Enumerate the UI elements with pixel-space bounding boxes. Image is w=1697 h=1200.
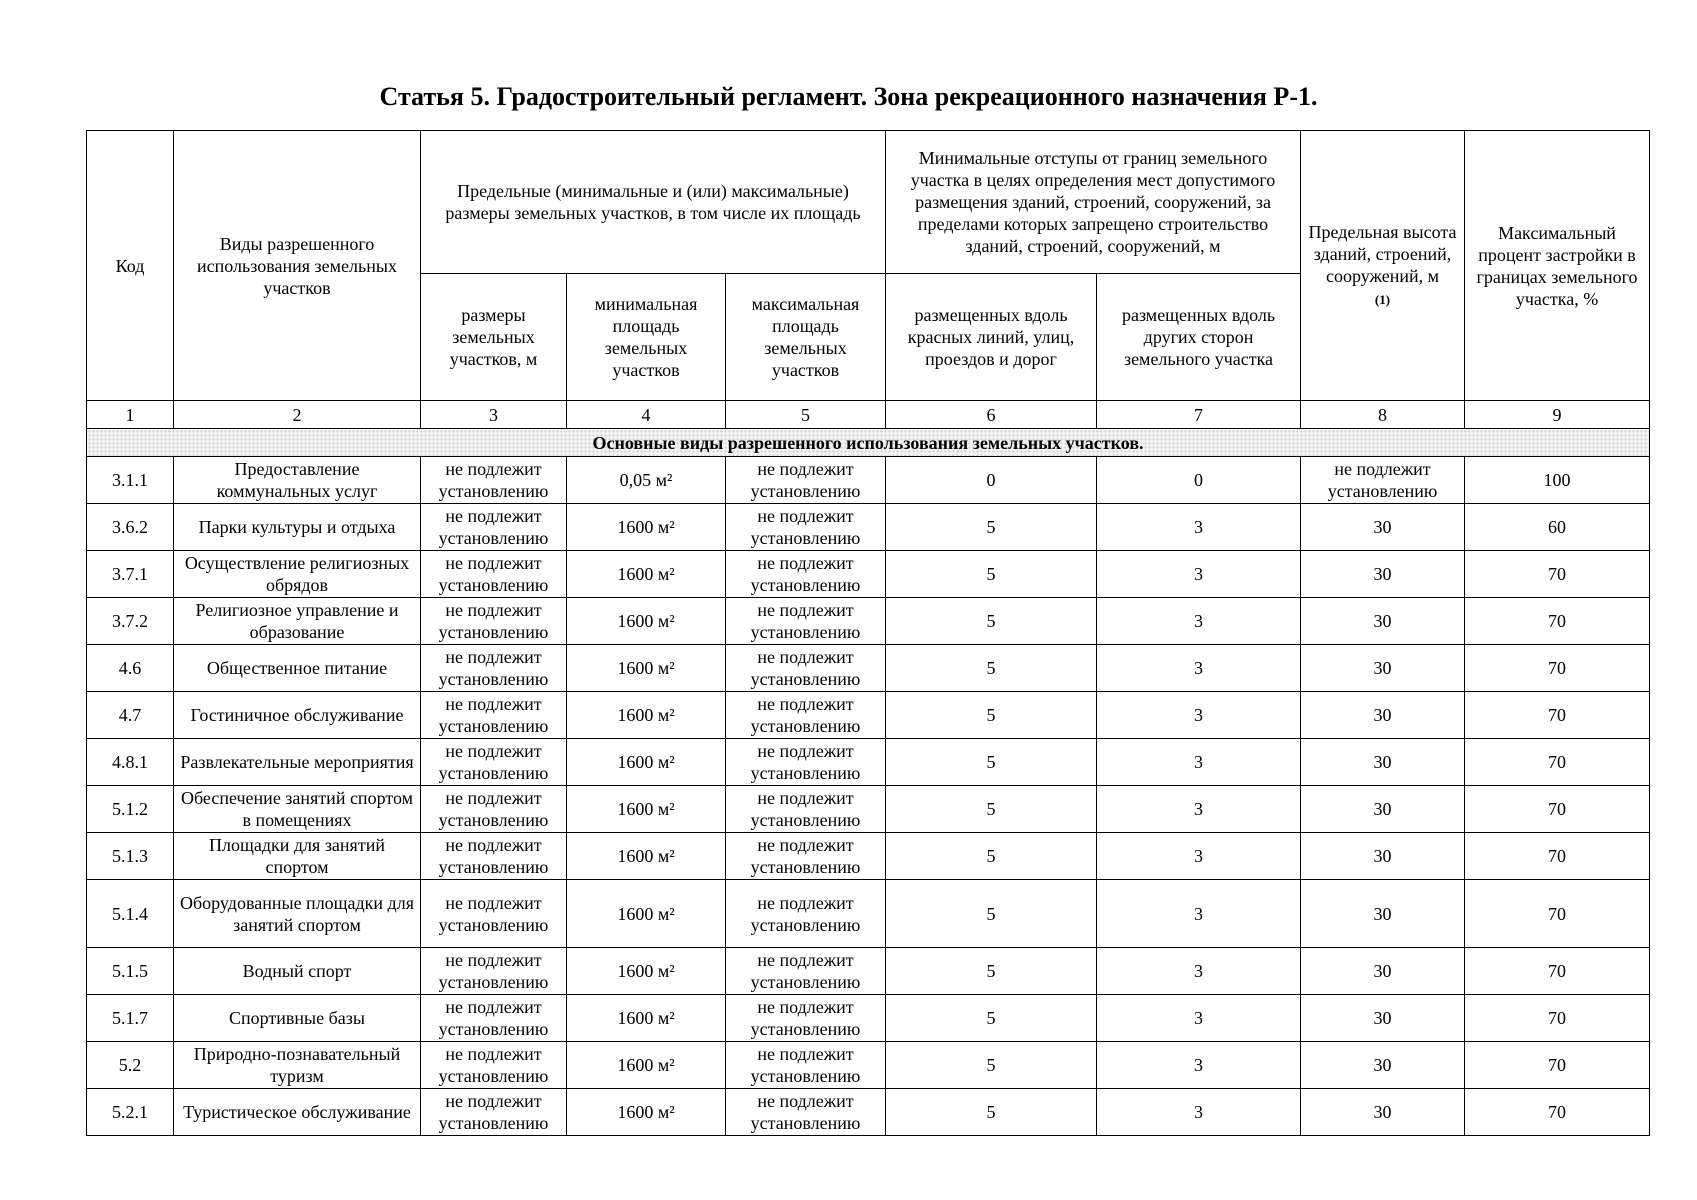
row-code: 5.1.2 xyxy=(87,786,174,833)
row-height: не подлежит установлению xyxy=(1301,457,1465,504)
header-kind: Виды разрешенного использования земельных участков xyxy=(174,131,421,401)
row-min-area: 1600 м² xyxy=(567,551,726,598)
row-percent: 70 xyxy=(1465,551,1650,598)
regulation-table xyxy=(86,130,1650,1136)
row-size: не подлежит установлению xyxy=(421,786,567,833)
row-size: не подлежит установлению xyxy=(421,504,567,551)
row-setback-red: 5 xyxy=(886,739,1097,786)
row-setback-red: 5 xyxy=(886,1089,1097,1136)
row-height: 30 xyxy=(1301,551,1465,598)
row-setback-red: 0 xyxy=(886,457,1097,504)
row-min-area: 1600 м² xyxy=(567,598,726,645)
row-max-area: не подлежит установлению xyxy=(726,457,886,504)
row-setback-red: 5 xyxy=(886,948,1097,995)
row-max-area: не подлежит установлению xyxy=(726,1042,886,1089)
row-max-area: не подлежит установлению xyxy=(726,995,886,1042)
header-setback-red: размещенных вдоль красных линий, улиц, проездов и дорог xyxy=(886,274,1097,401)
row-height: 30 xyxy=(1301,504,1465,551)
row-percent: 70 xyxy=(1465,645,1650,692)
row-size: не подлежит установлению xyxy=(421,551,567,598)
row-setback-red: 5 xyxy=(886,1042,1097,1089)
row-code: 5.1.7 xyxy=(87,995,174,1042)
row-code: 5.1.4 xyxy=(87,880,174,948)
row-name: Осуществление религиозных обрядов xyxy=(174,551,421,598)
row-min-area: 1600 м² xyxy=(567,1089,726,1136)
row-name: Оборудованные площадки для занятий спортом xyxy=(174,880,421,948)
row-setback-other: 3 xyxy=(1097,739,1301,786)
table-body xyxy=(87,457,1650,1136)
row-height: 30 xyxy=(1301,880,1465,948)
row-code: 4.8.1 xyxy=(87,739,174,786)
row-name: Развлекательные мероприятия xyxy=(174,739,421,786)
row-setback-other: 3 xyxy=(1097,1042,1301,1089)
row-setback-other: 3 xyxy=(1097,1089,1301,1136)
table-row xyxy=(87,739,1650,786)
row-code: 4.6 xyxy=(87,645,174,692)
row-setback-red: 5 xyxy=(886,833,1097,880)
column-number: 2 xyxy=(174,401,421,429)
row-name: Водный спорт xyxy=(174,948,421,995)
table-row xyxy=(87,504,1650,551)
header-height-note: (1) xyxy=(1374,291,1391,307)
row-size: не подлежит установлению xyxy=(421,739,567,786)
row-max-area: не подлежит установлению xyxy=(726,786,886,833)
row-setback-other: 3 xyxy=(1097,598,1301,645)
row-setback-other: 3 xyxy=(1097,645,1301,692)
row-height: 30 xyxy=(1301,995,1465,1042)
row-setback-red: 5 xyxy=(886,880,1097,948)
row-height: 30 xyxy=(1301,833,1465,880)
row-max-area: не подлежит установлению xyxy=(726,948,886,995)
row-height: 30 xyxy=(1301,692,1465,739)
header-sizes: размеры земельных участков, м xyxy=(421,274,567,401)
row-height: 30 xyxy=(1301,1089,1465,1136)
row-min-area: 0,05 м² xyxy=(567,457,726,504)
row-name: Религиозное управление и образование xyxy=(174,598,421,645)
header-limits: Предельные (минимальные и (или) максимальные) размеры земельных участков, в том числе их площадь xyxy=(421,131,886,274)
header-min-area: минимальная площадь земельных участков xyxy=(567,274,726,401)
column-number: 9 xyxy=(1465,401,1650,429)
section-title: Основные виды разрешенного использования земельных участков. xyxy=(87,429,1650,457)
row-max-area: не подлежит установлению xyxy=(726,833,886,880)
row-min-area: 1600 м² xyxy=(567,1042,726,1089)
row-code: 3.1.1 xyxy=(87,457,174,504)
row-setback-other: 3 xyxy=(1097,833,1301,880)
row-percent: 70 xyxy=(1465,739,1650,786)
row-min-area: 1600 м² xyxy=(567,692,726,739)
row-max-area: не подлежит установлению xyxy=(726,504,886,551)
section-row xyxy=(87,429,1650,457)
column-number: 8 xyxy=(1301,401,1465,429)
row-setback-other: 3 xyxy=(1097,692,1301,739)
column-number: 1 xyxy=(87,401,174,429)
row-percent: 70 xyxy=(1465,995,1650,1042)
row-min-area: 1600 м² xyxy=(567,833,726,880)
column-number: 4 xyxy=(567,401,726,429)
table-row xyxy=(87,948,1650,995)
row-setback-red: 5 xyxy=(886,598,1097,645)
row-name: Предоставление коммунальных услуг xyxy=(174,457,421,504)
row-min-area: 1600 м² xyxy=(567,880,726,948)
row-percent: 70 xyxy=(1465,880,1650,948)
row-code: 4.7 xyxy=(87,692,174,739)
row-percent: 70 xyxy=(1465,1089,1650,1136)
row-setback-red: 5 xyxy=(886,551,1097,598)
page-title: Статья 5. Градостроительный регламент. Зона рекреационного назначения Р-1. xyxy=(379,82,1318,111)
column-number: 7 xyxy=(1097,401,1301,429)
row-max-area: не подлежит установлению xyxy=(726,645,886,692)
header-code: Код xyxy=(87,131,174,401)
table-row xyxy=(87,1089,1650,1136)
table-row xyxy=(87,880,1650,948)
table-row xyxy=(87,598,1650,645)
row-setback-red: 5 xyxy=(886,645,1097,692)
row-percent: 60 xyxy=(1465,504,1650,551)
header-percent: Максимальный процент застройки в границах земельного участка, % xyxy=(1465,131,1650,401)
table-row xyxy=(87,457,1650,504)
row-size: не подлежит установлению xyxy=(421,645,567,692)
row-setback-other: 3 xyxy=(1097,504,1301,551)
row-name: Обеспечение занятий спортом в помещениях xyxy=(174,786,421,833)
row-code: 3.7.2 xyxy=(87,598,174,645)
row-code: 3.6.2 xyxy=(87,504,174,551)
row-percent: 100 xyxy=(1465,457,1650,504)
row-percent: 70 xyxy=(1465,1042,1650,1089)
row-size: не подлежит установлению xyxy=(421,692,567,739)
column-number: 6 xyxy=(886,401,1097,429)
row-min-area: 1600 м² xyxy=(567,995,726,1042)
row-setback-red: 5 xyxy=(886,692,1097,739)
row-max-area: не подлежит установлению xyxy=(726,692,886,739)
header-height-text: Предельная высота зданий, строений, сооружений, м xyxy=(1308,221,1457,286)
table-row xyxy=(87,1042,1650,1089)
row-min-area: 1600 м² xyxy=(567,948,726,995)
table-row xyxy=(87,786,1650,833)
row-size: не подлежит установлению xyxy=(421,1042,567,1089)
row-setback-red: 5 xyxy=(886,995,1097,1042)
row-percent: 70 xyxy=(1465,786,1650,833)
row-setback-other: 3 xyxy=(1097,786,1301,833)
table-row xyxy=(87,995,1650,1042)
row-max-area: не подлежит установлению xyxy=(726,598,886,645)
row-name: Туристическое обслуживание xyxy=(174,1089,421,1136)
row-height: 30 xyxy=(1301,786,1465,833)
row-size: не подлежит установлению xyxy=(421,880,567,948)
row-setback-other: 3 xyxy=(1097,995,1301,1042)
column-number: 3 xyxy=(421,401,567,429)
row-height: 30 xyxy=(1301,1042,1465,1089)
header-setback-other: размещенных вдоль других сторон земельного участка xyxy=(1097,274,1301,401)
row-setback-other: 3 xyxy=(1097,551,1301,598)
row-percent: 70 xyxy=(1465,598,1650,645)
row-min-area: 1600 м² xyxy=(567,645,726,692)
row-name: Общественное питание xyxy=(174,645,421,692)
row-name: Площадки для занятий спортом xyxy=(174,833,421,880)
row-percent: 70 xyxy=(1465,833,1650,880)
row-name: Гостиничное обслуживание xyxy=(174,692,421,739)
column-number-row xyxy=(87,401,1650,429)
table-row xyxy=(87,692,1650,739)
row-height: 30 xyxy=(1301,739,1465,786)
row-size: не подлежит установлению xyxy=(421,833,567,880)
row-setback-red: 5 xyxy=(886,504,1097,551)
table-row xyxy=(87,551,1650,598)
row-code: 5.2.1 xyxy=(87,1089,174,1136)
row-size: не подлежит установлению xyxy=(421,948,567,995)
row-height: 30 xyxy=(1301,598,1465,645)
row-setback-red: 5 xyxy=(886,786,1097,833)
row-setback-other: 0 xyxy=(1097,457,1301,504)
row-code: 3.7.1 xyxy=(87,551,174,598)
row-max-area: не подлежит установлению xyxy=(726,739,886,786)
column-number: 5 xyxy=(726,401,886,429)
row-name: Спортивные базы xyxy=(174,995,421,1042)
row-min-area: 1600 м² xyxy=(567,504,726,551)
header-setbacks: Минимальные отступы от границ земельного участка в целях определения мест допустимого размещения зданий, строений, сооружений, за пределами которых запрещено строительство зданий, строений, сооружений, м xyxy=(886,131,1301,274)
table-row xyxy=(87,645,1650,692)
row-max-area: не подлежит установлению xyxy=(726,1089,886,1136)
row-size: не подлежит установлению xyxy=(421,995,567,1042)
row-code: 5.2 xyxy=(87,1042,174,1089)
row-code: 5.1.3 xyxy=(87,833,174,880)
header-max-area: максимальная площадь земельных участков xyxy=(726,274,886,401)
row-setback-other: 3 xyxy=(1097,880,1301,948)
table-header xyxy=(87,131,1650,457)
row-height: 30 xyxy=(1301,948,1465,995)
row-name: Парки культуры и отдыха xyxy=(174,504,421,551)
row-size: не подлежит установлению xyxy=(421,457,567,504)
row-name: Природно-познавательный туризм xyxy=(174,1042,421,1089)
row-height: 30 xyxy=(1301,645,1465,692)
row-percent: 70 xyxy=(1465,948,1650,995)
row-size: не подлежит установлению xyxy=(421,1089,567,1136)
row-max-area: не подлежит установлению xyxy=(726,551,886,598)
table-row xyxy=(87,833,1650,880)
row-max-area: не подлежит установлению xyxy=(726,880,886,948)
row-percent: 70 xyxy=(1465,692,1650,739)
row-setback-other: 3 xyxy=(1097,948,1301,995)
row-min-area: 1600 м² xyxy=(567,739,726,786)
row-code: 5.1.5 xyxy=(87,948,174,995)
header-height xyxy=(1301,131,1465,401)
row-size: не подлежит установлению xyxy=(421,598,567,645)
row-min-area: 1600 м² xyxy=(567,786,726,833)
